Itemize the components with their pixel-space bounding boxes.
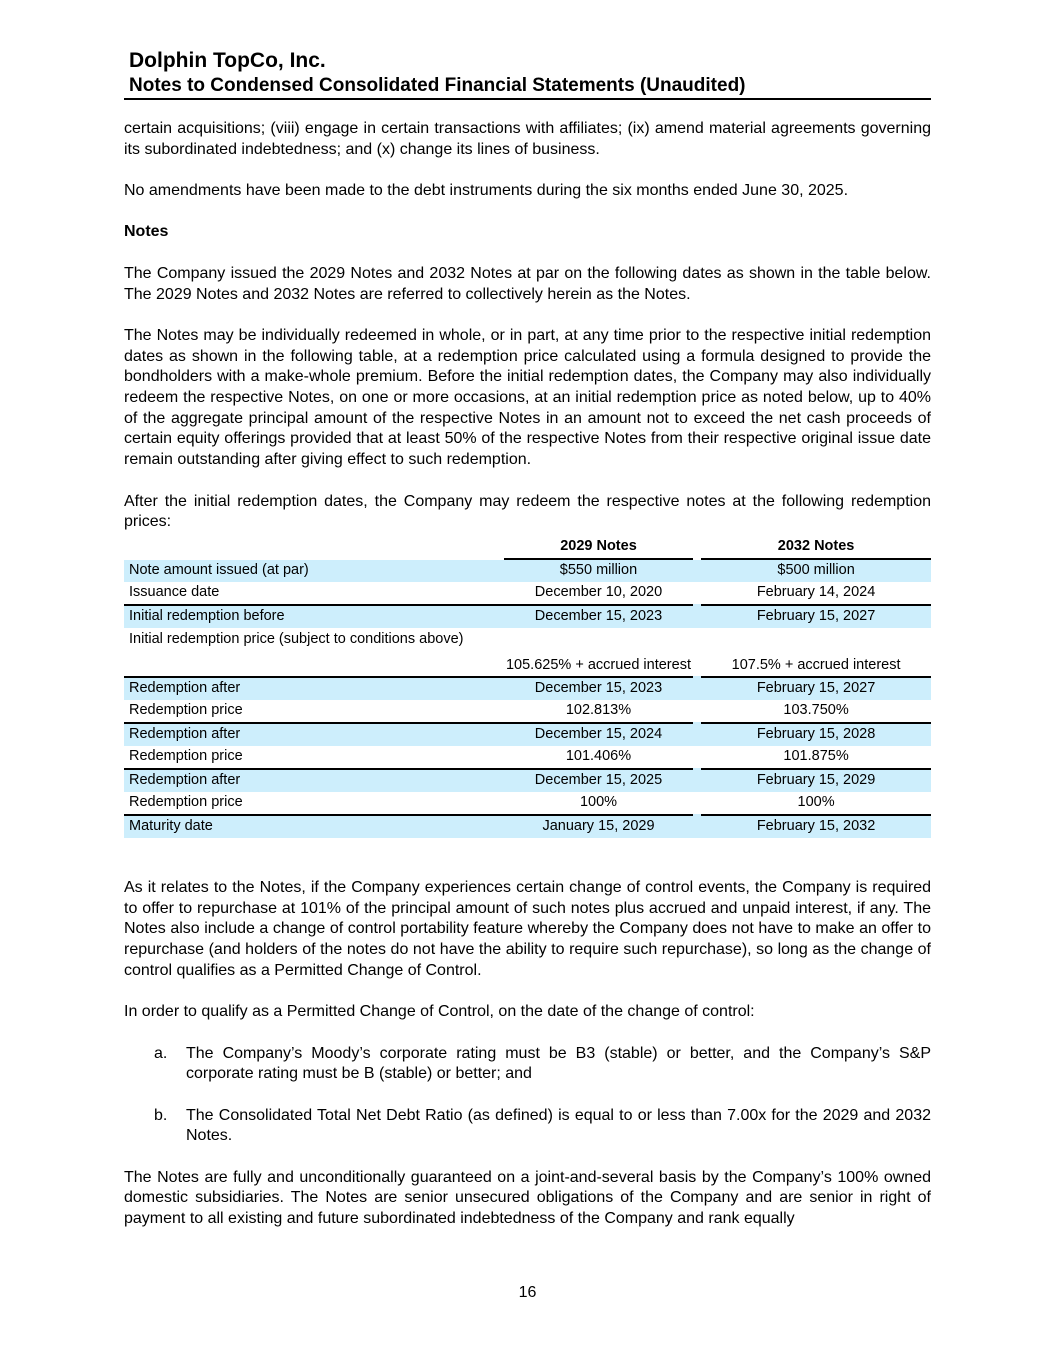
row-label: Redemption price (129, 794, 243, 811)
cell-2032: 100% (797, 794, 835, 811)
table-row (124, 700, 931, 722)
table-row (124, 792, 931, 814)
paragraph-amendments: No amendments have been made to the debt instruments during the six months ended June 30, 2025. (124, 182, 849, 200)
notes-table (124, 536, 931, 838)
table-row (124, 814, 931, 838)
cell-2029: 102.813% (565, 702, 632, 719)
cell-2032: February 15, 2027 (701, 676, 931, 700)
row-label: Redemption after (124, 676, 504, 700)
cell-2029: 105.625% + accrued interest (505, 656, 691, 673)
row-label: Redemption after (124, 722, 504, 746)
document-page (124, 48, 931, 1230)
table-row (124, 768, 931, 792)
table-row (124, 604, 931, 628)
row-label: Issuance date (129, 584, 220, 601)
cell-2032: February 14, 2024 (756, 584, 876, 601)
cell-2029: 100% (579, 794, 618, 811)
cell-2029: December 15, 2023 (504, 604, 693, 628)
table-row (124, 582, 931, 604)
table-row (124, 560, 931, 582)
row-label: Redemption price (129, 748, 243, 765)
cell-2029: December 10, 2020 (534, 584, 663, 601)
cell-2032: 103.750% (783, 702, 849, 719)
cell-2029: 101.406% (565, 748, 632, 765)
row-label: Initial redemption before (124, 604, 504, 628)
cell-2029: December 15, 2024 (504, 722, 693, 746)
table-header-row (124, 536, 931, 560)
list-item (154, 1106, 931, 1147)
table-row (124, 628, 931, 676)
cell-2032: 107.5% + accrued interest (731, 656, 901, 673)
row-label: Initial redemption price (subject to conditions above) (129, 630, 464, 647)
row-label: Redemption price (129, 702, 243, 719)
company-name: Dolphin TopCo, Inc. (129, 49, 326, 72)
table-row (124, 746, 931, 768)
cell-2032: February 15, 2032 (701, 814, 931, 838)
cell-2032: February 15, 2029 (701, 768, 931, 792)
list-text: The Company’s Moody’s corporate rating must be B3 (stable) or better, and the Company’s S&P corporate rating must be B (stable) or better; and (186, 1044, 931, 1083)
cell-2029: December 15, 2025 (504, 768, 693, 792)
page-number: 16 (518, 1284, 537, 1301)
paragraph-permitted-change: In order to qualify as a Permitted Change of Control, on the date of the change of control: (124, 1003, 755, 1021)
paragraph-guarantee: The Notes are fully and unconditionally guaranteed on a joint-and-several basis by the Company’s 100% owned domestic subsidiaries. The Notes are senior unsecured obligations of the Company and are senior in right of payment to all existing and future subordinated indebtedness of the Company and rank equally (124, 1168, 931, 1228)
table-row (124, 722, 931, 746)
cell-2029: $550 million (504, 560, 693, 582)
statement-title: Notes to Condensed Consolidated Financial Statements (Unaudited) (129, 75, 746, 96)
cell-2032: February 15, 2027 (701, 604, 931, 628)
list-marker: b. (154, 1106, 168, 1124)
paragraph-notes-issued: The Company issued the 2029 Notes and 2032 Notes at par on the following dates as shown in the table below. The 2029 Notes and 2032 Notes are referred to collectively herein as the Notes. (124, 264, 931, 303)
list-text: The Consolidated Total Net Debt Ratio (as defined) is equal to or less than 7.00x for the 2029 and 2032 Notes. (186, 1106, 931, 1145)
row-label: Note amount issued (at par) (124, 560, 504, 582)
paragraph-redemption-prices: After the initial redemption dates, the Company may redeem the respective notes at the following redemption prices: (124, 492, 931, 531)
paragraph-change-of-control: As it relates to the Notes, if the Company experiences certain change of control events, the Company is required to offer to repurchase at 101% of the principal amount of such notes plus accrued and unpaid interest, if any. The Notes also include a change of control portability feature whereby the Company does not have to make an offer to repurchase (and holders of the notes do not have the ability to require such repurchase), so long as the change of control qualifies as a Permitted Change of Control. (124, 878, 931, 979)
row-label: Redemption after (124, 768, 504, 792)
cell-2032: $500 million (701, 560, 931, 582)
cell-2032: February 15, 2028 (701, 722, 931, 746)
cell-2029: December 15, 2023 (504, 676, 693, 700)
list-item (154, 1044, 931, 1085)
table-row (124, 676, 931, 700)
paragraph-redemption-terms: The Notes may be individually redeemed in whole, or in part, at any time prior to the respective initial redemption dates as shown in the following table, at a redemption price calculated using a formula designed to provide the bondholders with a make-whole premium. Before the initial redemption dates, the Company may also individually redeem the respective Notes, on one or more occasions, at an initial redemption price as noted below, up to 40% of the aggregate principal amount of the respective Notes in an amount not to exceed the net cash proceeds of certain equity offerings provided that at least 50% of the respective Notes from their respective original issue date remain outstanding after giving effect to such redemption. (124, 326, 931, 469)
conditions-list (154, 1044, 931, 1148)
cell-2032: 101.875% (783, 748, 849, 765)
section-heading-notes: Notes (124, 223, 169, 241)
column-header-2032: 2032 Notes (701, 536, 931, 560)
cell-2029: January 15, 2029 (504, 814, 693, 838)
row-label: Maturity date (124, 814, 504, 838)
paragraph-covenants: certain acquisitions; (viii) engage in certain transactions with affiliates; (ix) amend material agreements governing its subordinated indebtedness; and (x) change its lines of business. (124, 120, 931, 158)
column-header-2029: 2029 Notes (504, 536, 693, 560)
list-marker: a. (154, 1044, 168, 1062)
